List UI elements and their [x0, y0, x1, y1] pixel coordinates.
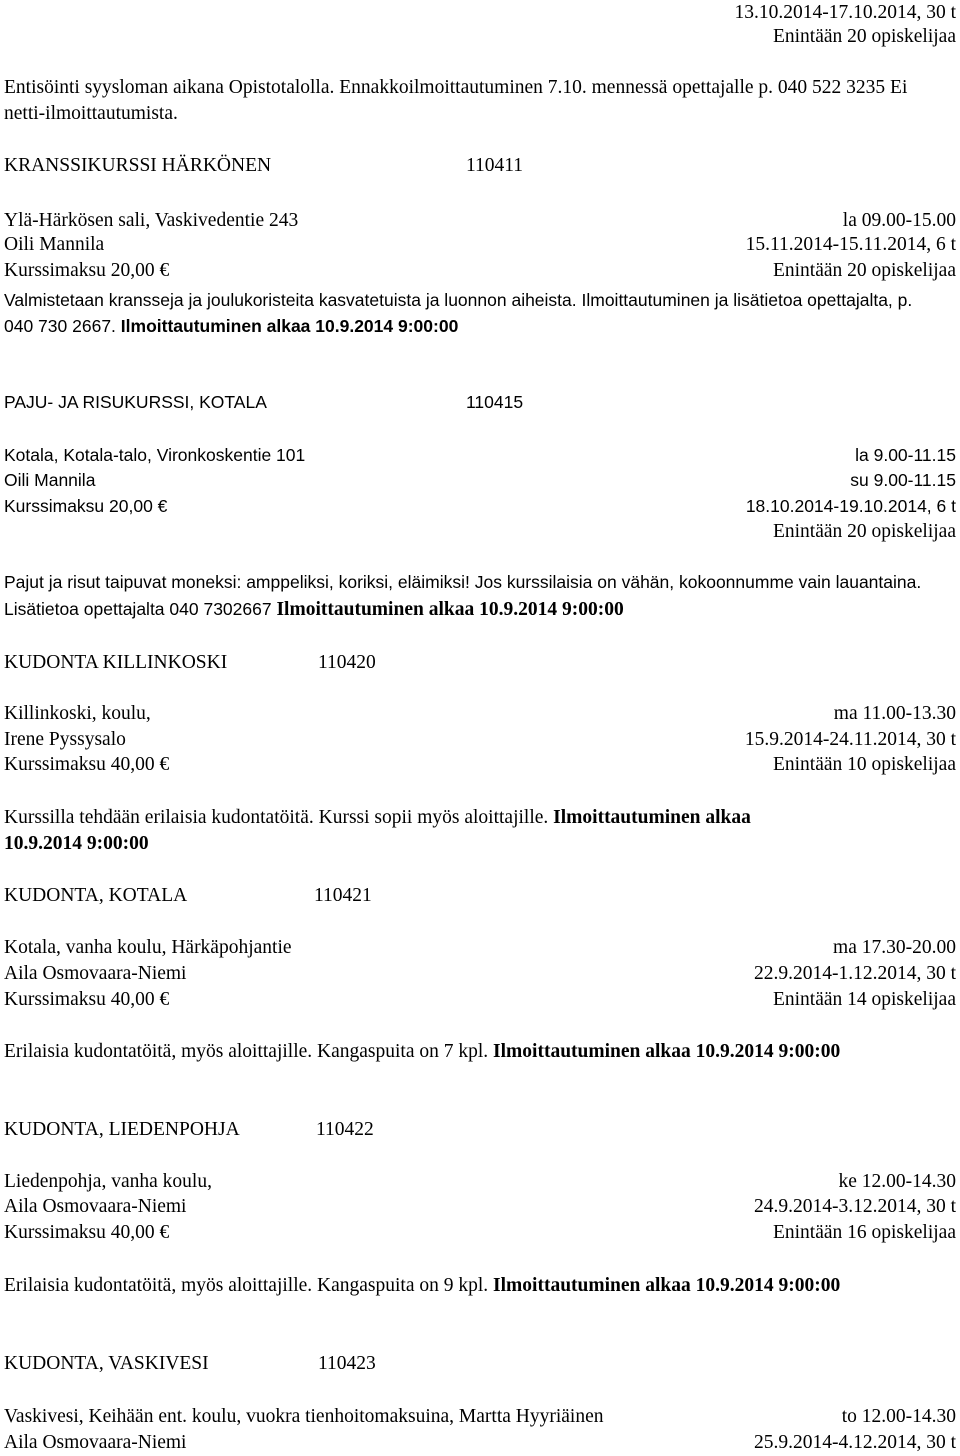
course-dates: 15.11.2014-15.11.2014, 6 t: [745, 234, 956, 255]
course-teacher: Aila Osmovaara-Niemi: [4, 1196, 187, 1217]
course-row: [4, 1404, 956, 1430]
course-title: KRANSSIKURSSI HÄRKÖNEN: [4, 155, 272, 176]
course-row: [4, 232, 956, 258]
course-row: [4, 935, 956, 961]
top-capacity-row: [4, 24, 956, 50]
course-row: [4, 1430, 956, 1456]
course-location: Killinkoski, koulu,: [4, 703, 151, 724]
course-code: 110420: [318, 652, 376, 673]
course-teacher: Irene Pyssysalo: [4, 729, 126, 750]
course-registration: Ilmoittautuminen alkaa 10.9.2014 9:00:00: [493, 1275, 841, 1296]
top-dates-row: [4, 0, 956, 26]
course-teacher: Oili Mannila: [4, 470, 96, 490]
course-fee: Kurssimaksu 40,00 €: [4, 754, 170, 775]
course-registration: Ilmoittautuminen alkaa 10.9.2014 9:00:00: [120, 316, 459, 336]
course-capacity: Enintään 16 opiskelijaa: [772, 1222, 956, 1243]
course-row: [4, 519, 956, 545]
course-desc-text: Pajut ja risut taipuvat moneksi: amppeliksi, koriksi, eläimiksi! Jos kurssilaisia on vähän, kokoonnumme vain lauantaina. Lisätietoa opettajalta 040 7302667: [4, 572, 922, 619]
course-row: [4, 208, 956, 234]
course-desc-text: Erilaisia kudontatöitä, myös aloittajille. Kangaspuita on 7 kpl.: [4, 1041, 489, 1062]
course-location: Kotala, Kotala-talo, Vironkoskentie 101: [4, 445, 306, 465]
course-title: KUDONTA, LIEDENPOHJA: [4, 1119, 240, 1140]
course-dates: 24.9.2014-3.12.2014, 30 t: [753, 1196, 956, 1217]
top-capacity: Enintään 20 opiskelijaa: [772, 26, 956, 47]
course-time-2: su 9.00-11.15: [850, 470, 956, 490]
course-description: [4, 1039, 904, 1065]
course-row: [4, 467, 956, 493]
course-registration: Ilmoittautuminen alkaa 10.9.2014 9:00:00: [493, 1041, 841, 1062]
top-dates: 13.10.2014-17.10.2014, 30 t: [734, 2, 956, 23]
course-registration: Ilmoittautuminen alkaa 10.9.2014 9:00:00: [276, 599, 624, 620]
course-capacity: Enintään 20 opiskelijaa: [772, 521, 956, 542]
course-description: [4, 805, 824, 857]
course-fee: Kurssimaksu 20,00 €: [4, 496, 168, 516]
course-description: [4, 569, 944, 623]
course-time: la 09.00-15.00: [842, 210, 956, 231]
course-row: [4, 701, 956, 727]
course-row: [4, 1169, 956, 1195]
course-fee: Kurssimaksu 20,00 €: [4, 260, 170, 281]
course-title: KUDONTA, KOTALA: [4, 885, 188, 906]
course-row: [4, 1220, 956, 1246]
course-desc-text: Erilaisia kudontatöitä, myös aloittajille. Kangaspuita on 9 kpl.: [4, 1275, 489, 1296]
course-row: [4, 493, 956, 519]
course-dates: 18.10.2014-19.10.2014, 6 t: [745, 496, 956, 516]
course-location: Ylä-Härkösen sali, Vaskivedentie 243: [4, 210, 299, 231]
course-code: 110415: [466, 392, 524, 412]
course-time: ke 12.00-14.30: [838, 1171, 956, 1192]
course-location: Liedenpohja, vanha koulu,: [4, 1171, 212, 1192]
course-capacity: Enintään 10 opiskelijaa: [772, 754, 956, 775]
course-code: 110423: [318, 1353, 376, 1374]
course-code: 110421: [314, 885, 372, 906]
course-fee: Kurssimaksu 40,00 €: [4, 1222, 170, 1243]
course-capacity: Enintään 14 opiskelijaa: [772, 989, 956, 1010]
course-row: [4, 258, 956, 284]
course-capacity: Enintään 20 opiskelijaa: [772, 260, 956, 281]
course-desc-text: Valmistetaan kransseja ja joulukoristeita kasvatetuista ja luonnon aiheista. Ilmoittautuminen ja lisätietoa opettajalta, p. 040 730 2667.: [4, 290, 913, 336]
course-dates: 22.9.2014-1.12.2014, 30 t: [753, 963, 956, 984]
course-dates: 25.9.2014-4.12.2014, 30 t: [753, 1432, 956, 1453]
course-time: ma 11.00-13.30: [833, 703, 956, 724]
course-time: to 12.00-14.30: [841, 1406, 956, 1427]
course-registration: Ilmoittautuminen alkaa 10.9.2014 9:00:00: [4, 807, 751, 854]
course-row: [4, 752, 956, 778]
course-location: Vaskivesi, Keihään ent. koulu, vuokra tienhoitomaksuina, Martta Hyyriäinen: [4, 1406, 604, 1427]
course-code: 110422: [316, 1119, 374, 1140]
course-description: [4, 1273, 904, 1299]
course-code: 110411: [466, 155, 524, 176]
course-teacher: Oili Mannila: [4, 234, 105, 255]
course-row: [4, 1194, 956, 1220]
course-title: KUDONTA, VASKIVESI: [4, 1353, 209, 1374]
course-row: [4, 987, 956, 1013]
course-time: la 9.00-11.15: [855, 445, 956, 465]
course-row: [4, 727, 956, 753]
course-description: [4, 287, 944, 339]
top-note: Entisöinti syysloman aikana Opistotalolla. Ennakkoilmoittautuminen 7.10. mennessä opettajalle p. 040 522 3235 Ei netti-ilmoittautumista.: [4, 77, 908, 124]
course-teacher: Aila Osmovaara-Niemi: [4, 1432, 187, 1453]
course-title: KUDONTA KILLINKOSKI: [4, 652, 228, 673]
course-title: PAJU- JA RISUKURSSI, KOTALA: [4, 392, 267, 412]
course-time: ma 17.30-20.00: [833, 937, 956, 958]
course-dates: 15.9.2014-24.11.2014, 30 t: [744, 729, 956, 750]
course-row: [4, 961, 956, 987]
course-location: Kotala, vanha koulu, Härkäpohjantie: [4, 937, 292, 958]
course-fee: Kurssimaksu 40,00 €: [4, 989, 170, 1010]
course-desc-text: Kurssilla tehdään erilaisia kudontatöitä. Kurssi sopii myös aloittajille.: [4, 807, 549, 828]
course-row: [4, 442, 956, 468]
course-teacher: Aila Osmovaara-Niemi: [4, 963, 187, 984]
